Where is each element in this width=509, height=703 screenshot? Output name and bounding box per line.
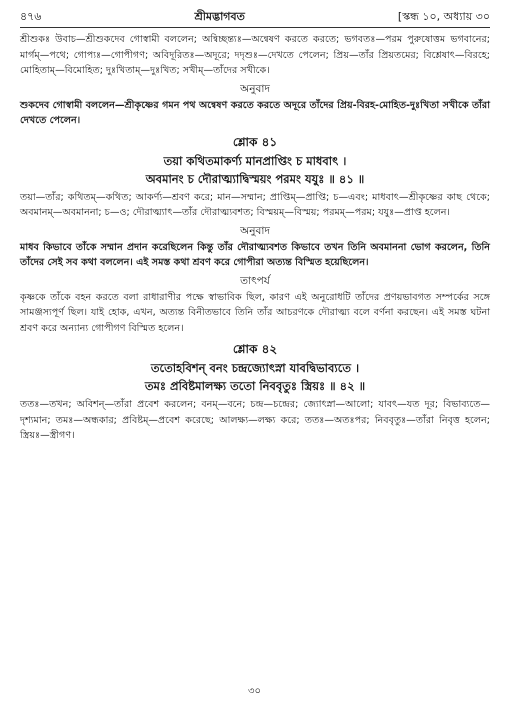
purport-41: কৃষ্ণকে তাঁকে বহন করতে বলা রাধারাণীর পক্ষে স্বাভাবিক ছিল, কারণ এই অনুরোধটি তাঁদের প্রণয়ভাবগত সম্পর্কের সঙ্গে সামঞ্জস্যপূর্ণ ছিল। যাই হোক, এখন, অত্যন্ত বিনীতভাবে তিনি তাঁর আচরণকে দৌরাত্ম্য বলে বর্ণনা করছেন। এই সমস্ত ঘটনা শ্রবণ করে অন্যান্য গোপীগণ বিস্মিত হলেন। (20, 291, 490, 334)
sloka-41-line1: তয়া কথিতমাকর্ণ্য মানপ্রাপ্তিং চ মাধবাৎ । (163, 153, 347, 168)
translation-40: শুকদেব গোস্বামী বললেন—শ্রীকৃষ্ণের গমন পথ অন্বেষণ করতে করতে অদূরে তাঁদের প্রিয়-বিরহ-মোহিত-দুঃখিতা সখীকে তাঁরা দেখতে পেলেন। (20, 99, 490, 126)
anubad-heading-40: অনুবাদ (240, 82, 270, 95)
running-header (20, 8, 490, 26)
book-title: শ্রীমদ্ভাগবত (194, 10, 245, 23)
footer-mark: ৩০ (247, 686, 261, 697)
header-rule (20, 27, 490, 28)
synonyms-42: ততঃ—তখন; অবিশন্—তাঁরা প্রবেশ করলেন; বনম্—বনে; চন্দ্র—চন্দ্রের; জ্যোৎস্না—আলো; যাবৎ—যত দূর; বিভাব্যতে—দৃশ্যমান; তমঃ—অন্ধকার; প্রবিষ্টম্—প্রবেশ করেছে; আলক্ষ্য—লক্ষ্য করে; ততঃ—অতঃপর; নিববৃতুঃ—তাঁরা নিবৃত্ত হলেন; স্ত্রিয়ঃ—স্ত্রীগণ। (20, 399, 490, 441)
section-label: [স্কন্ধ ১০, অধ্যায় ৩০ (397, 10, 490, 23)
sloka-42-title: শ্লোক ৪২ (232, 342, 278, 356)
translation-41: মাধব কিভাবে তাঁকে সম্মান প্রদান করেছিলেন কিন্তু তাঁর দৌরাত্ম্যবশত কিভাবে তখন তিনি অবমাননা ভোগ করলেন, তিনি তাঁদের সেই সব কথা বললেন। এই সমস্ত কথা শ্রবণ করে গোপীরা অত্যন্ত বিস্মিত হয়েছিলেন। (20, 241, 490, 268)
anubad-heading-41: অনুবাদ (240, 224, 270, 237)
sloka-41-title: শ্লোক ৪১ (232, 134, 278, 149)
sloka-42-line2: তমঃ প্রবিষ্টমালক্ষ্য ততো নিববৃতুঃ স্ত্রিয়ঃ ॥ ৪২ ॥ (144, 379, 366, 393)
sloka-41-line2: অবমানং চ দৌরাত্ম্যাদ্বিস্ময়ং পরমং যযুঃ ॥ ৪১ ॥ (145, 171, 365, 186)
page (20, 8, 490, 444)
tatparya-heading-41: তাৎপর্য (240, 274, 270, 287)
synonyms-40: শ্রীশুকঃ উবাচ—শ্রীশুকদেব গোস্বামী বললেন; অন্বিচ্ছন্ত্যঃ—অন্বেষণ করতে করতে; ভগবতঃ—পরম পুরুষোত্তম ভগবানের; মার্গম্—পথে; গোপ্যঃ—গোপীগণ; অবিদূরিতঃ—অদূরে; দদৃশুঃ—দেখতে পেলেন; প্রিয়—তাঁর প্রিয়তমের; বিশ্লেষাৎ—বিরহে; মোহিতাম্—বিমোহিত; দুঃখিতাম্—দুঃখিত; সখীম্—তাঁদের সখীকে। (20, 34, 490, 76)
sloka-42-line1: ততোহবিশন্ বনং চন্দ্রজ্যোৎস্না যাবদ্বিভাব্যতে । (150, 361, 360, 375)
page-number: ৪৭৬ (20, 10, 42, 23)
synonyms-41: তয়া—তাঁর; কথিতম্—কথিত; আকর্ণ্য—শ্রবণ করে; মান—সম্মান; প্রাপ্তিম্—প্রাপ্তি; চ—এবং; মাধবাৎ—শ্রীকৃষ্ণের কাছ থেকে; অবমানম্—অবমাননা; চ—ও; দৌরাত্ম্যাৎ—তাঁর দৌরাত্ম্যবশত; বিস্ময়ম্—বিস্ময়; পরমম্—পরম; যযুঃ—প্রাপ্ত হলেন। (20, 191, 490, 218)
